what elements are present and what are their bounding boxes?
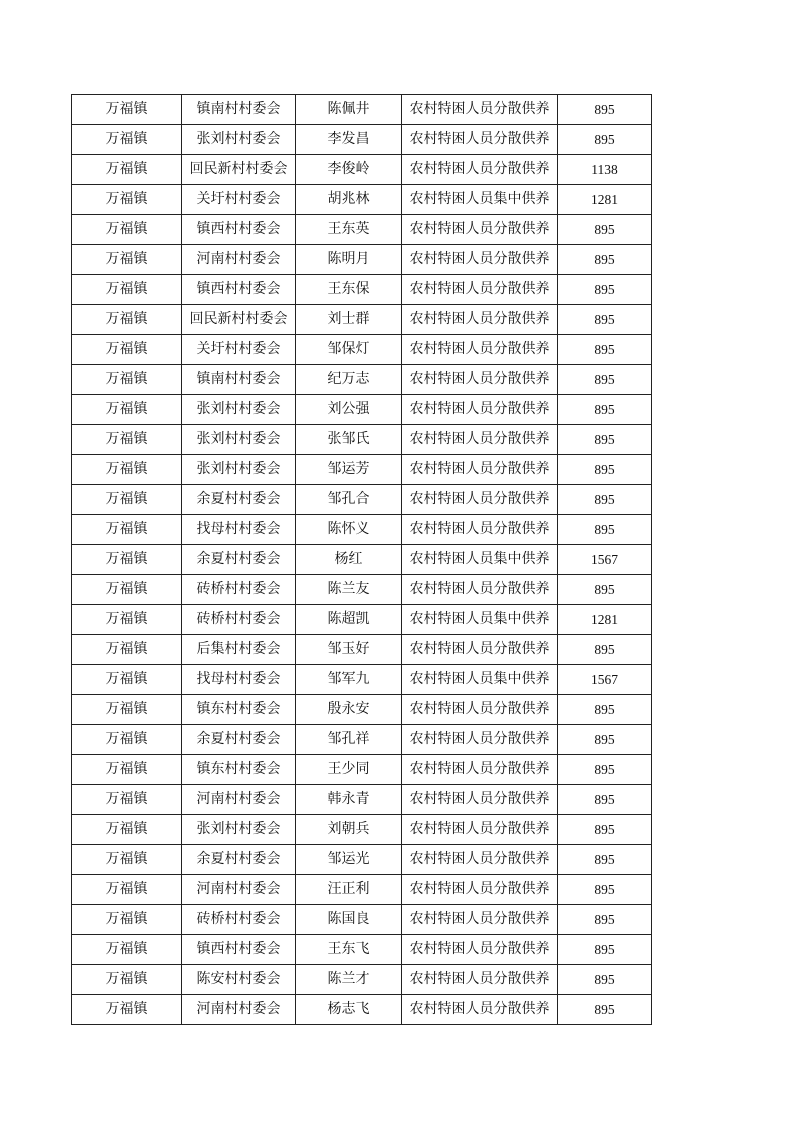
name-cell: 胡兆林 <box>296 185 402 215</box>
category-cell: 农村特困人员分散供养 <box>402 275 558 305</box>
name-cell: 张邹氏 <box>296 425 402 455</box>
town-cell: 万福镇 <box>72 785 182 815</box>
amount-cell: 895 <box>558 875 652 905</box>
category-cell: 农村特困人员分散供养 <box>402 575 558 605</box>
category-cell: 农村特困人员分散供养 <box>402 635 558 665</box>
table-row <box>72 485 652 515</box>
amount-cell: 895 <box>558 755 652 785</box>
village-cell: 砖桥村村委会 <box>182 575 296 605</box>
name-cell: 陈超凯 <box>296 605 402 635</box>
name-cell: 汪正利 <box>296 875 402 905</box>
amount-cell: 1281 <box>558 605 652 635</box>
village-cell: 张刘村村委会 <box>182 815 296 845</box>
table-row <box>72 305 652 335</box>
village-cell: 镇东村村委会 <box>182 695 296 725</box>
town-cell: 万福镇 <box>72 485 182 515</box>
table-row <box>72 365 652 395</box>
town-cell: 万福镇 <box>72 395 182 425</box>
amount-cell: 895 <box>558 905 652 935</box>
amount-cell: 895 <box>558 635 652 665</box>
category-cell: 农村特困人员分散供养 <box>402 755 558 785</box>
town-cell: 万福镇 <box>72 575 182 605</box>
town-cell: 万福镇 <box>72 275 182 305</box>
village-cell: 回民新村村委会 <box>182 305 296 335</box>
table-row <box>72 815 652 845</box>
category-cell: 农村特困人员分散供养 <box>402 905 558 935</box>
table-row <box>72 995 652 1025</box>
amount-cell: 895 <box>558 575 652 605</box>
village-cell: 余夏村村委会 <box>182 545 296 575</box>
village-cell: 河南村村委会 <box>182 785 296 815</box>
table-row <box>72 935 652 965</box>
name-cell: 陈兰才 <box>296 965 402 995</box>
category-cell: 农村特困人员分散供养 <box>402 695 558 725</box>
town-cell: 万福镇 <box>72 995 182 1025</box>
category-cell: 农村特困人员分散供养 <box>402 845 558 875</box>
category-cell: 农村特困人员分散供养 <box>402 965 558 995</box>
town-cell: 万福镇 <box>72 725 182 755</box>
name-cell: 陈明月 <box>296 245 402 275</box>
table-row <box>72 125 652 155</box>
table-row <box>72 425 652 455</box>
table-row <box>72 215 652 245</box>
amount-cell: 895 <box>558 935 652 965</box>
data-table <box>71 94 652 1025</box>
category-cell: 农村特困人员分散供养 <box>402 95 558 125</box>
town-cell: 万福镇 <box>72 695 182 725</box>
table-row <box>72 635 652 665</box>
town-cell: 万福镇 <box>72 965 182 995</box>
table-row <box>72 335 652 365</box>
amount-cell: 1281 <box>558 185 652 215</box>
name-cell: 李发昌 <box>296 125 402 155</box>
town-cell: 万福镇 <box>72 125 182 155</box>
table-row <box>72 905 652 935</box>
category-cell: 农村特困人员集中供养 <box>402 605 558 635</box>
town-cell: 万福镇 <box>72 905 182 935</box>
category-cell: 农村特困人员分散供养 <box>402 155 558 185</box>
category-cell: 农村特困人员分散供养 <box>402 485 558 515</box>
village-cell: 砖桥村村委会 <box>182 905 296 935</box>
name-cell: 刘士群 <box>296 305 402 335</box>
village-cell: 找母村村委会 <box>182 515 296 545</box>
table-row <box>72 785 652 815</box>
table-row <box>72 275 652 305</box>
amount-cell: 895 <box>558 965 652 995</box>
name-cell: 邹孔合 <box>296 485 402 515</box>
document-page <box>71 94 651 1025</box>
name-cell: 邹保灯 <box>296 335 402 365</box>
table-row <box>72 455 652 485</box>
amount-cell: 1567 <box>558 665 652 695</box>
town-cell: 万福镇 <box>72 665 182 695</box>
category-cell: 农村特困人员分散供养 <box>402 305 558 335</box>
amount-cell: 895 <box>558 485 652 515</box>
town-cell: 万福镇 <box>72 365 182 395</box>
village-cell: 张刘村村委会 <box>182 455 296 485</box>
town-cell: 万福镇 <box>72 95 182 125</box>
amount-cell: 895 <box>558 245 652 275</box>
town-cell: 万福镇 <box>72 875 182 905</box>
village-cell: 陈安村村委会 <box>182 965 296 995</box>
category-cell: 农村特困人员分散供养 <box>402 995 558 1025</box>
name-cell: 王东飞 <box>296 935 402 965</box>
village-cell: 镇西村村委会 <box>182 935 296 965</box>
village-cell: 后集村村委会 <box>182 635 296 665</box>
category-cell: 农村特困人员分散供养 <box>402 455 558 485</box>
village-cell: 镇东村村委会 <box>182 755 296 785</box>
category-cell: 农村特困人员分散供养 <box>402 365 558 395</box>
town-cell: 万福镇 <box>72 545 182 575</box>
amount-cell: 895 <box>558 95 652 125</box>
amount-cell: 895 <box>558 395 652 425</box>
table-row <box>72 395 652 425</box>
table-row <box>72 725 652 755</box>
town-cell: 万福镇 <box>72 605 182 635</box>
amount-cell: 895 <box>558 365 652 395</box>
name-cell: 纪万志 <box>296 365 402 395</box>
town-cell: 万福镇 <box>72 425 182 455</box>
table-row <box>72 575 652 605</box>
name-cell: 邹军九 <box>296 665 402 695</box>
town-cell: 万福镇 <box>72 515 182 545</box>
name-cell: 陈兰友 <box>296 575 402 605</box>
name-cell: 陈国良 <box>296 905 402 935</box>
amount-cell: 895 <box>558 995 652 1025</box>
village-cell: 关圩村村委会 <box>182 335 296 365</box>
name-cell: 杨红 <box>296 545 402 575</box>
table-row <box>72 515 652 545</box>
town-cell: 万福镇 <box>72 215 182 245</box>
amount-cell: 895 <box>558 725 652 755</box>
town-cell: 万福镇 <box>72 935 182 965</box>
name-cell: 王少同 <box>296 755 402 785</box>
category-cell: 农村特困人员分散供养 <box>402 785 558 815</box>
category-cell: 农村特困人员分散供养 <box>402 125 558 155</box>
town-cell: 万福镇 <box>72 455 182 485</box>
name-cell: 刘朝兵 <box>296 815 402 845</box>
village-cell: 余夏村村委会 <box>182 725 296 755</box>
town-cell: 万福镇 <box>72 335 182 365</box>
name-cell: 刘公强 <box>296 395 402 425</box>
table-row <box>72 875 652 905</box>
village-cell: 镇南村村委会 <box>182 95 296 125</box>
village-cell: 余夏村村委会 <box>182 845 296 875</box>
village-cell: 找母村村委会 <box>182 665 296 695</box>
category-cell: 农村特困人员分散供养 <box>402 215 558 245</box>
name-cell: 杨志飞 <box>296 995 402 1025</box>
name-cell: 邹运芳 <box>296 455 402 485</box>
name-cell: 王东英 <box>296 215 402 245</box>
table-row <box>72 245 652 275</box>
category-cell: 农村特困人员分散供养 <box>402 815 558 845</box>
table-row <box>72 755 652 785</box>
town-cell: 万福镇 <box>72 155 182 185</box>
village-cell: 河南村村委会 <box>182 995 296 1025</box>
table-row <box>72 845 652 875</box>
category-cell: 农村特困人员分散供养 <box>402 875 558 905</box>
village-cell: 镇西村村委会 <box>182 275 296 305</box>
table-row <box>72 665 652 695</box>
name-cell: 陈佩井 <box>296 95 402 125</box>
table-row <box>72 605 652 635</box>
amount-cell: 895 <box>558 275 652 305</box>
table-row <box>72 185 652 215</box>
village-cell: 回民新村村委会 <box>182 155 296 185</box>
village-cell: 张刘村村委会 <box>182 425 296 455</box>
table-row <box>72 545 652 575</box>
amount-cell: 895 <box>558 455 652 485</box>
name-cell: 韩永青 <box>296 785 402 815</box>
category-cell: 农村特困人员分散供养 <box>402 935 558 965</box>
amount-cell: 895 <box>558 215 652 245</box>
amount-cell: 895 <box>558 515 652 545</box>
name-cell: 陈怀义 <box>296 515 402 545</box>
village-cell: 河南村村委会 <box>182 875 296 905</box>
town-cell: 万福镇 <box>72 845 182 875</box>
town-cell: 万福镇 <box>72 755 182 785</box>
town-cell: 万福镇 <box>72 305 182 335</box>
village-cell: 张刘村村委会 <box>182 395 296 425</box>
amount-cell: 1567 <box>558 545 652 575</box>
table-row <box>72 155 652 185</box>
category-cell: 农村特困人员分散供养 <box>402 335 558 365</box>
village-cell: 砖桥村村委会 <box>182 605 296 635</box>
amount-cell: 895 <box>558 695 652 725</box>
name-cell: 王东保 <box>296 275 402 305</box>
town-cell: 万福镇 <box>72 815 182 845</box>
table-body <box>72 95 652 1025</box>
village-cell: 余夏村村委会 <box>182 485 296 515</box>
category-cell: 农村特困人员集中供养 <box>402 545 558 575</box>
name-cell: 李俊岭 <box>296 155 402 185</box>
amount-cell: 895 <box>558 425 652 455</box>
town-cell: 万福镇 <box>72 635 182 665</box>
name-cell: 邹运光 <box>296 845 402 875</box>
village-cell: 镇西村村委会 <box>182 215 296 245</box>
amount-cell: 895 <box>558 305 652 335</box>
village-cell: 河南村村委会 <box>182 245 296 275</box>
amount-cell: 1138 <box>558 155 652 185</box>
amount-cell: 895 <box>558 785 652 815</box>
category-cell: 农村特困人员分散供养 <box>402 395 558 425</box>
table-row <box>72 965 652 995</box>
table-row <box>72 695 652 725</box>
category-cell: 农村特困人员分散供养 <box>402 725 558 755</box>
category-cell: 农村特困人员分散供养 <box>402 425 558 455</box>
name-cell: 殷永安 <box>296 695 402 725</box>
category-cell: 农村特困人员分散供养 <box>402 245 558 275</box>
town-cell: 万福镇 <box>72 245 182 275</box>
category-cell: 农村特困人员分散供养 <box>402 515 558 545</box>
amount-cell: 895 <box>558 125 652 155</box>
village-cell: 镇南村村委会 <box>182 365 296 395</box>
village-cell: 关圩村村委会 <box>182 185 296 215</box>
name-cell: 邹孔祥 <box>296 725 402 755</box>
name-cell: 邹玉好 <box>296 635 402 665</box>
amount-cell: 895 <box>558 815 652 845</box>
amount-cell: 895 <box>558 845 652 875</box>
table-row <box>72 95 652 125</box>
village-cell: 张刘村村委会 <box>182 125 296 155</box>
town-cell: 万福镇 <box>72 185 182 215</box>
amount-cell: 895 <box>558 335 652 365</box>
category-cell: 农村特困人员集中供养 <box>402 185 558 215</box>
category-cell: 农村特困人员集中供养 <box>402 665 558 695</box>
